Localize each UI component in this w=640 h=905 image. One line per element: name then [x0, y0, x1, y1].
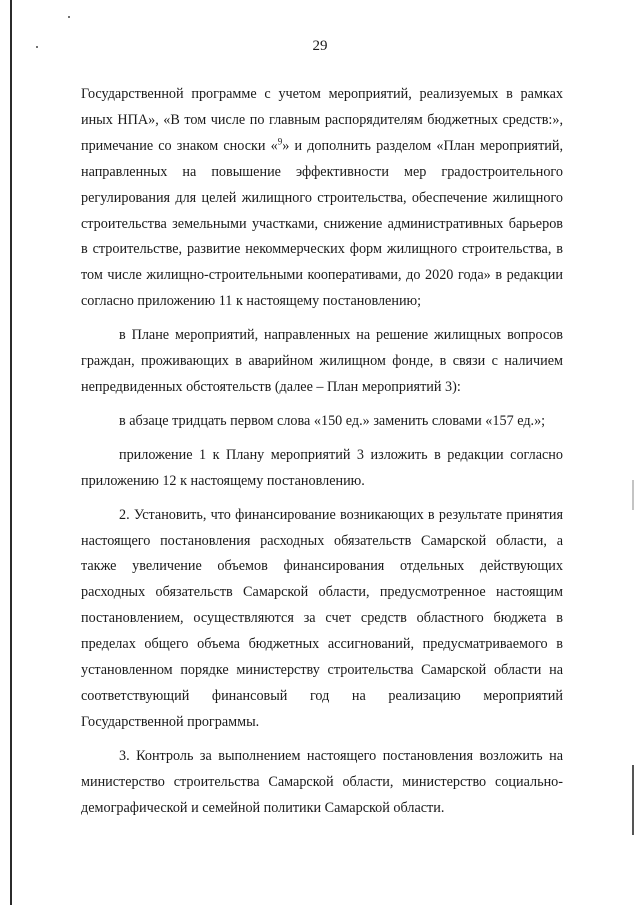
scan-speck — [68, 16, 70, 18]
page-number: 29 — [312, 38, 328, 54]
scan-edge-mark — [632, 765, 634, 835]
scan-edge-mark — [632, 480, 634, 510]
paragraph-text: » и дополнить разделом «План мероприятий, направленных на повышение эффективности мер градостроительного регулирования для целей жилищного строительства, обеспечение жилищного строительства земельными участками, снижение административных барьеров в строительстве, развитие некоммерческих форм жилищного строительства, в том числе жилищно-строительными кооперативами, до 2020 года» в редакции согласно приложению 11 к настоящему постановлению; — [81, 137, 564, 310]
paragraph-text: Государственной программе с учетом мероприятий, реализуемых в рамках иных НПА», «В том числе по главным распорядителям бюджетных средств:», примечание со знаком сноски « — [81, 86, 563, 154]
scan-edge-mark — [10, 0, 14, 905]
paragraph: в Плане мероприятий, направленных на решение жилищных вопросов граждан, проживающих в аварийном жилищном фонде, в связи с наличием непредвиденных обстоятельств (далее – План мероприятий 3): — [81, 327, 563, 395]
paragraph: приложение 1 к Плану мероприятий 3 изложить в редакции согласно приложению 12 к настоящему постановлению. — [81, 446, 563, 489]
document-body — [81, 82, 563, 821]
footnote-mark: 9 — [277, 136, 283, 147]
paragraph-continuation — [81, 82, 563, 315]
paragraph: в абзаце тридцать первом слова «150 ед.» заменить словами «157 ед.»; — [119, 412, 546, 429]
paragraph-item-3: 3. Контроль за выполнением настоящего постановления возложить на министерство строительства Самарской области, министерство социально-демографической и семейной политики Самарской области. — [81, 747, 563, 816]
paragraph-item-2: 2. Установить, что финансирование возникающих в результате принятия настоящего постановления расходных обязательств Самарской области, а также увеличение объемов финансирования отдельных действующих расходных обязательств Самарской области, предусмотренное настоящим постановлением, осуществляются за счет средств областного бюджета в пределах общего объема бюджетных ассигнований, предусматриваемого в установленном порядке министерству строительства Самарской области на соответствующий финансовый год на реализацию мероприятий Государственной программы. — [81, 506, 563, 730]
